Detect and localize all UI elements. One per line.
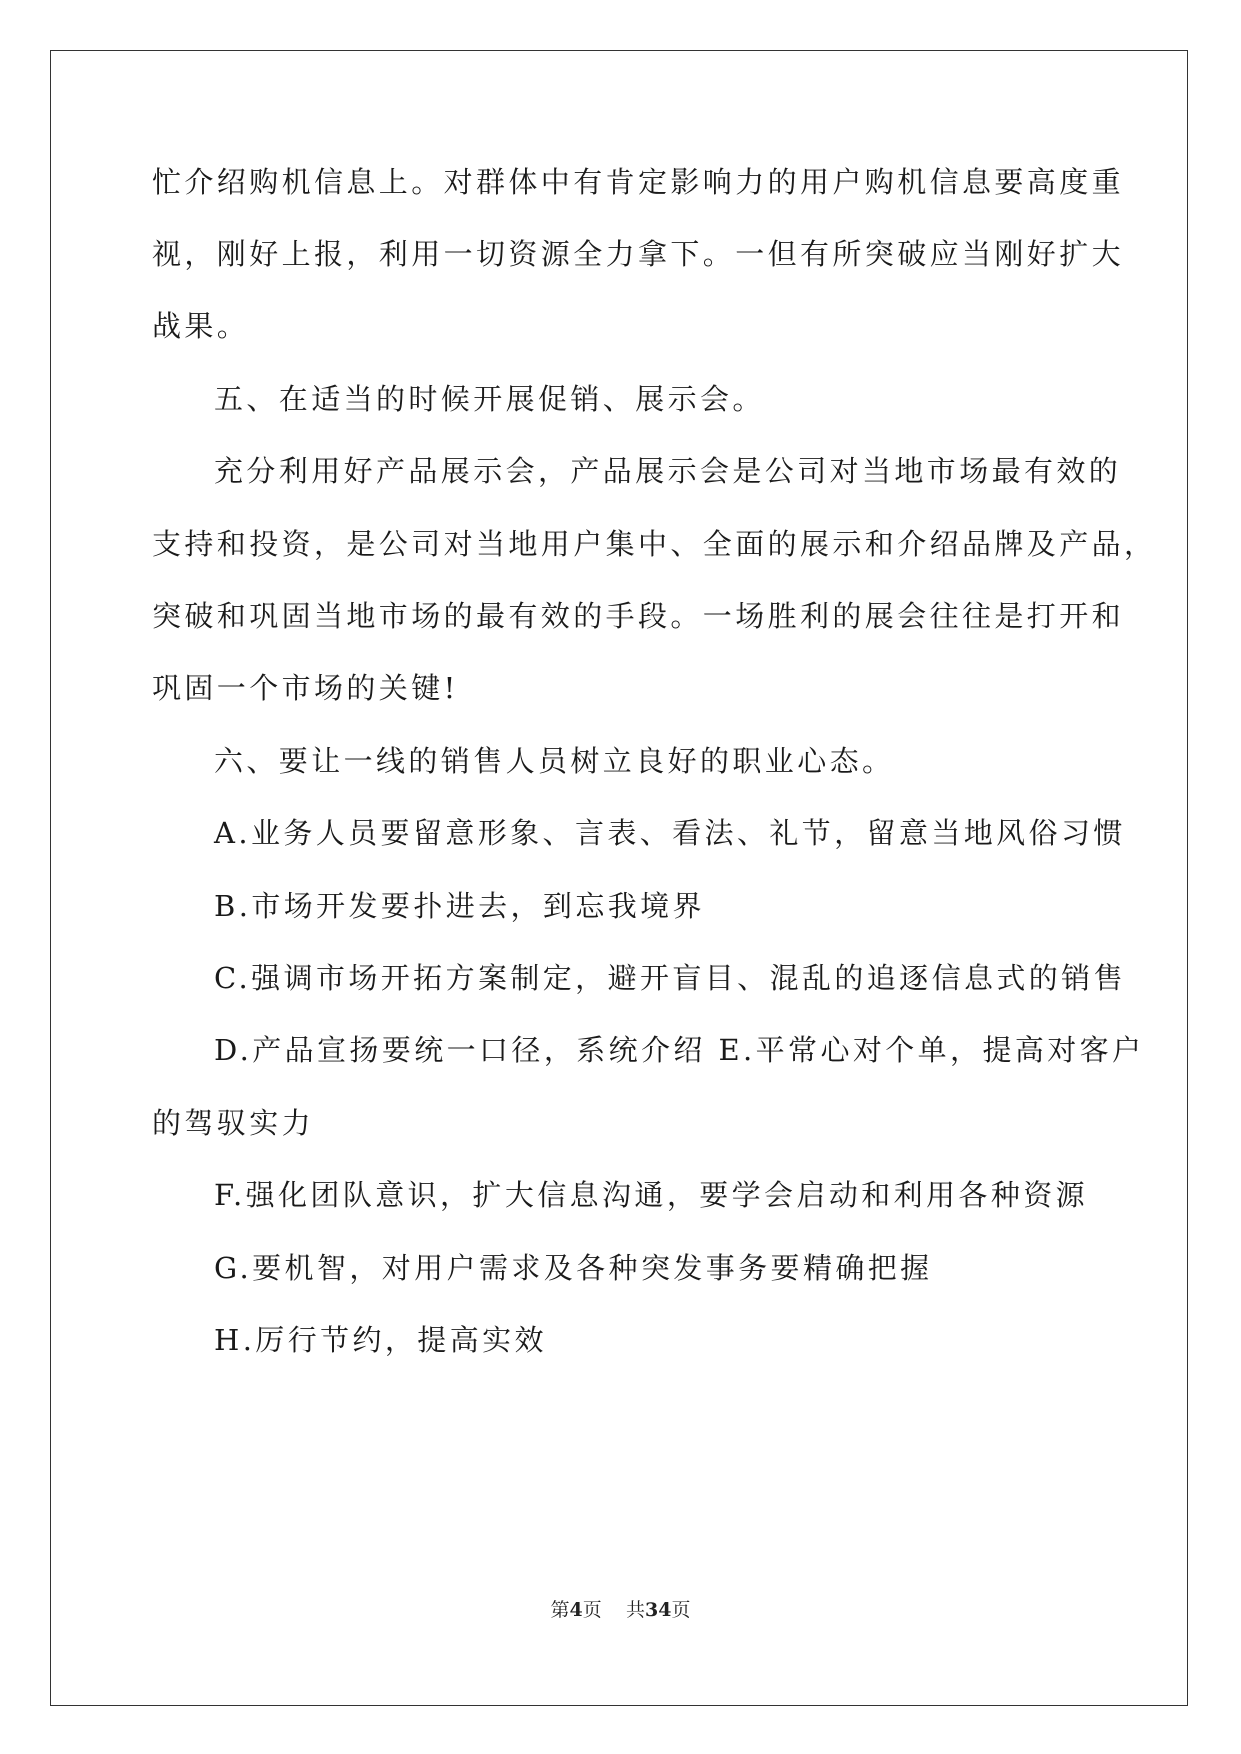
list-item: G.要机智，对用户需求及各种突发事务要精确把握 (214, 1251, 933, 1285)
page-border (50, 50, 1188, 1706)
footer-page-suffix: 页 (582, 1599, 602, 1621)
list-item: B.市场开发要扑进去，到忘我境界 (214, 889, 705, 923)
footer-total-prefix: 共 (625, 1599, 645, 1621)
list-item: H.厉行节约，提高实效 (214, 1323, 547, 1357)
section-heading: 六、要让一线的销售人员树立良好的职业心态。 (214, 744, 895, 778)
paragraph-line: 巩固一个市场的关键! (152, 671, 459, 705)
section-heading: 五、在适当的时候开展促销、展示会。 (214, 382, 765, 416)
footer-total-suffix: 页 (671, 1599, 691, 1621)
paragraph-line: 充分利用好产品展示会，产品展示会是公司对当地市场最有效的 (214, 454, 1122, 488)
paragraph-line: 支持和投资，是公司对当地用户集中、全面的展示和介绍品牌及产品， (152, 527, 1157, 561)
paragraph-line: 视，刚好上报，利用一切资源全力拿下。一但有所突破应当刚好扩大 (152, 237, 1125, 271)
paragraph-line: 突破和巩固当地市场的最有效的手段。一场胜利的展会往往是打开和 (152, 599, 1125, 633)
paragraph-line: 忙介绍购机信息上。对群体中有肯定影响力的用户购机信息要高度重 (152, 165, 1125, 199)
footer-prefix: 第 (550, 1599, 570, 1621)
list-item: D.产品宣扬要统一口径，系统介绍 E.平常心对个单，提高对客户 (214, 1033, 1145, 1067)
list-item: F.强化团队意识，扩大信息沟通，要学会启动和利用各种资源 (214, 1178, 1089, 1212)
total-pages: 34 (644, 1599, 672, 1621)
page-number: 4 (569, 1599, 583, 1621)
list-item: A.业务人员要留意形象、言表、看法、礼节，留意当地风俗习惯 (214, 816, 1126, 850)
paragraph-line: 战果。 (152, 309, 250, 343)
page-footer (0, 1598, 1241, 1622)
list-item: C.强调市场开拓方案制定，避开盲目、混乱的追逐信息式的销售 (214, 961, 1126, 995)
list-item: 的驾驭实力 (152, 1106, 315, 1140)
